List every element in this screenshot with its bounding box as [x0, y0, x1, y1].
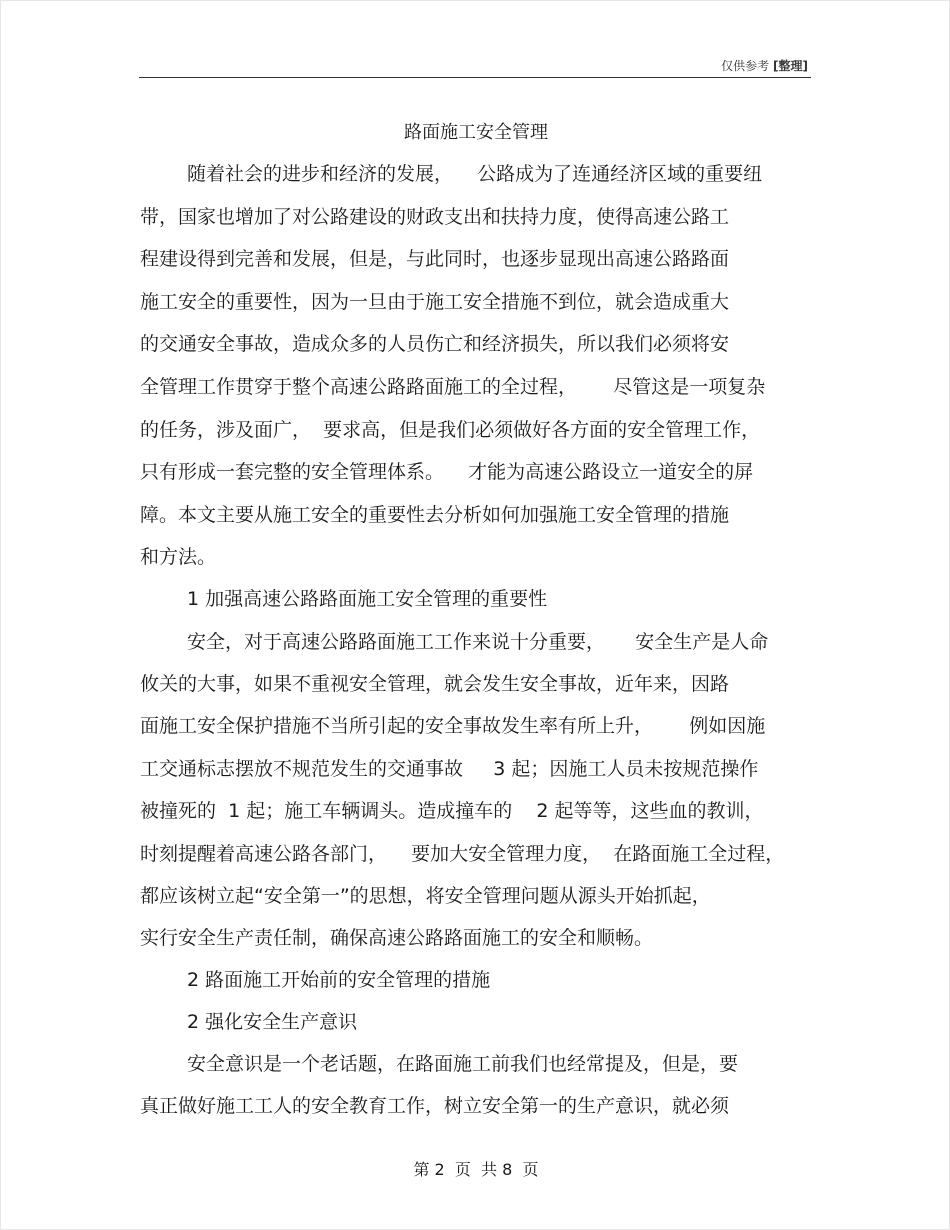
header-tag: [整理]	[773, 59, 808, 73]
page-footer: 第 2 页 共 8 页	[413, 1160, 539, 1179]
text-line: 安全意识是一个老话题，在路面施工前我们也经常提及，但是，要	[187, 1053, 739, 1075]
text-line: 带，国家也增加了对公路建设的财政支出和扶持力度，使得高速公路工	[140, 206, 730, 228]
text-line: 真正做好施工工人的安全教育工作，树立安全第一的生产意识，就必须	[140, 1095, 730, 1117]
header-rule	[139, 77, 811, 78]
text-line: 障。本文主要从施工安全的重要性去分析如何加强施工安全管理的措施	[140, 504, 730, 526]
text-line: 程建设得到完善和发展，但是，与此同时，也逐步显现出高速公路路面	[140, 248, 730, 270]
text-line: 全管理工作贯穿于整个高速公路路面施工的全过程， 尽管这是一项复杂	[140, 376, 766, 398]
text-line: 攸关的大事，如果不重视安全管理，就会发生安全事故，近年来，因路	[140, 673, 730, 695]
text-line: 时刻提醒着高速公路各部门， 要加大安全管理力度， 在路面施工全过程，	[140, 843, 785, 865]
text-line: 只有形成一套完整的安全管理体系。 才能为高速公路设立一道安全的屏	[140, 461, 754, 483]
text-line: 面施工安全保护措施不当所引起的安全事故发生率有所上升， 例如因施	[140, 715, 766, 737]
section-heading: 2 强化安全生产意识	[187, 1011, 358, 1033]
document-title: 路面施工安全管理	[404, 122, 548, 143]
text-line: 的交通安全事故，造成众多的人员伤亡和经济损失，所以我们必须将安	[140, 333, 730, 355]
text-line: 工交通标志摆放不规范发生的交通事故 3 起；因施工人员未按规范操作	[140, 758, 759, 780]
text-line: 被撞死的 1 起；施工车辆调头。造成撞车的 2 起等等，这些血的教训，	[140, 800, 764, 822]
text-line: 都应该树立起“安全第一”的思想，将安全管理问题从源头开始抓起，	[140, 885, 711, 907]
header-note	[721, 57, 808, 74]
text-line: 和方法。	[140, 546, 217, 568]
text-line: 随着社会的进步和经济的发展， 公路成为了连通经济区域的重要纽	[187, 163, 763, 185]
section-heading: 2 路面施工开始前的安全管理的措施	[187, 969, 491, 991]
text-line: 的任务，涉及面广， 要求高，但是我们必须做好各方面的安全管理工作，	[140, 419, 761, 441]
text-line: 实行安全生产责任制，确保高速公路路面施工的安全和顺畅。	[140, 927, 654, 949]
header-note-text: 仅供参考	[721, 59, 770, 73]
text-line: 安全，对于高速公路路面施工工作来说十分重要， 安全生产是人命	[187, 631, 769, 653]
section-heading: 1 加强高速公路路面施工安全管理的重要性	[187, 588, 548, 610]
text-line: 施工安全的重要性，因为一旦由于施工安全措施不到位，就会造成重大	[140, 291, 730, 313]
